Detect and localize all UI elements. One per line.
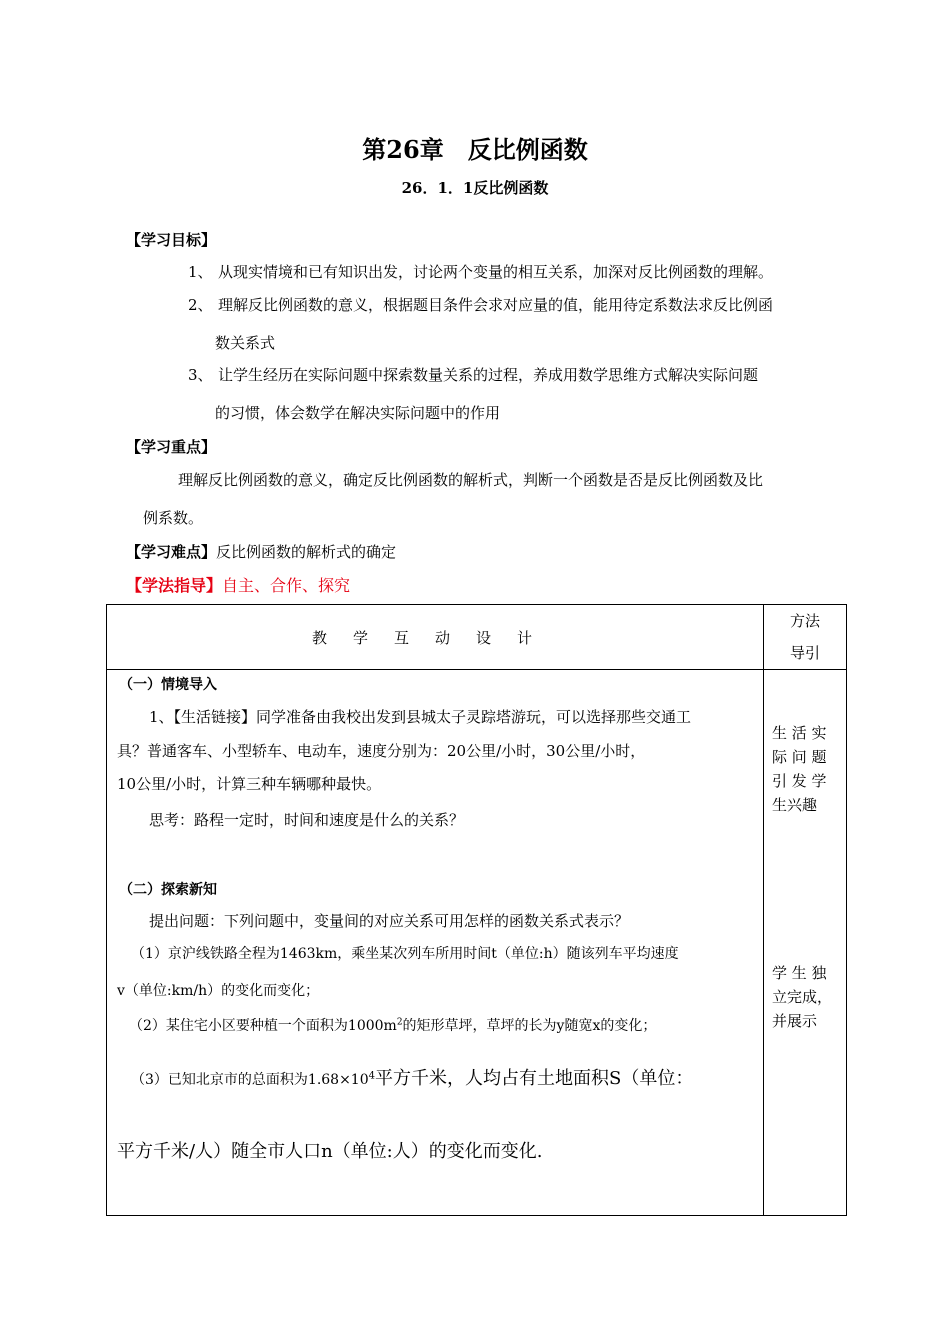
question-2-pre: （2）某住宅小区要种植一个面积为1000m — [129, 1018, 397, 1034]
method-note-1-line: 生 活 实 — [772, 724, 827, 742]
section2-heading: （二）探索新知 — [119, 882, 217, 898]
method-note-2-line: 学 生 独 — [772, 964, 827, 982]
method-note-2 — [772, 961, 832, 1033]
difficulty-line — [126, 541, 396, 562]
objective-item-3-cont: 的习惯，体会数学在解决实际问题中的作用 — [215, 404, 501, 422]
section1-para1-line3: 10公里/小时，计算三种车辆哪种最快。 — [117, 775, 382, 793]
objective-item-3 — [188, 364, 758, 385]
objective-number: 2、 — [188, 296, 213, 314]
section1-para1-line2: 具？普通客车、小型轿车、电动车，速度分别为：20公里/小时，30公里/小时， — [117, 742, 646, 760]
question-1-line1: （1）京沪线铁路全程为1463km，乘坐某次列车所用时间t（单位:h）随该列车平均速度 — [131, 946, 679, 962]
table-header-side — [764, 605, 847, 670]
question-3 — [131, 1064, 693, 1090]
difficulty-heading: 【学习难点】 — [126, 543, 217, 561]
header-side-line1: 方法 — [789, 612, 820, 630]
objective-item-2-cont: 数关系式 — [215, 334, 276, 352]
objective-item-1 — [188, 261, 773, 282]
objective-text: 从现实情境和已有知识出发，讨论两个变量的相互关系，加深对反比例函数的理解。 — [218, 263, 774, 281]
question-1-line2: v（单位:km/h）的变化而变化； — [117, 983, 320, 999]
page-title: 第26章 反比例函数 — [362, 135, 588, 164]
method-note-1-line: 生兴趣 — [772, 796, 818, 814]
method-text: 自主、合作、探究 — [222, 576, 351, 595]
method-line — [126, 573, 350, 596]
section1-para1-line1: 1、【生活链接】同学准备由我校出发到县城太子灵踪塔游玩，可以选择那些交通工 — [149, 708, 692, 726]
section2-intro: 提出问题：下列问题中，变量间的对应关系可用怎样的函数关系式表示？ — [149, 912, 630, 930]
method-note-2-line: 并展示 — [772, 1012, 818, 1030]
method-note-2-line: 立完成， — [772, 988, 833, 1006]
method-heading: 【学法指导】 — [126, 576, 223, 595]
lesson-table — [106, 604, 847, 1216]
objective-text: 理解反比例函数的意义，根据题目条件会求对应量的值，能用待定系数法求反比例函 — [218, 296, 774, 314]
method-note-1-line: 际 问 题 — [772, 748, 827, 766]
question-2-sup: 2 — [396, 1017, 403, 1028]
question-3-line2: 平方千米/人）随全市人口n（单位:人）的变化而变化. — [117, 1141, 543, 1162]
question-3-post: 平方千米，人均占有土地面积S（单位： — [375, 1068, 694, 1089]
key-point-text: 理解反比例函数的意义，确定反比例函数的解析式，判断一个函数是否是反比例函数及比 — [178, 471, 764, 489]
question-3-sup: 4 — [368, 1070, 375, 1082]
objective-number: 3、 — [188, 366, 213, 384]
objective-item-2 — [188, 294, 773, 315]
table-method-cell — [764, 670, 847, 1216]
objective-text: 让学生经历在实际问题中探索数量关系的过程，养成用数学思维方式解决实际问题 — [218, 366, 759, 384]
objective-number: 1、 — [188, 263, 213, 281]
header-side-line2: 导引 — [789, 644, 820, 662]
question-2-post: 的矩形草坪，草坪的长为y随宽x的变化； — [402, 1018, 657, 1034]
method-note-1-line: 引 发 学 — [772, 772, 827, 790]
section1-para2: 思考：路程一定时，时间和速度是什么的关系？ — [149, 811, 465, 829]
objectives-heading: 【学习目标】 — [126, 231, 217, 249]
table-header-main: 教学互动设计 — [107, 605, 764, 670]
page-subtitle: 26．1．1反比例函数 — [401, 179, 549, 197]
question-2 — [129, 1015, 656, 1035]
question-3-pre: （3）已知北京市的总面积为1.68×10 — [131, 1072, 369, 1088]
key-point-heading: 【学习重点】 — [126, 438, 217, 456]
difficulty-text: 反比例函数的解析式的确定 — [216, 543, 397, 561]
method-note-1 — [772, 721, 827, 817]
section1-heading: （一）情境导入 — [119, 677, 217, 693]
table-content-cell — [107, 670, 764, 1216]
key-point-text-cont: 例系数。 — [143, 509, 204, 527]
